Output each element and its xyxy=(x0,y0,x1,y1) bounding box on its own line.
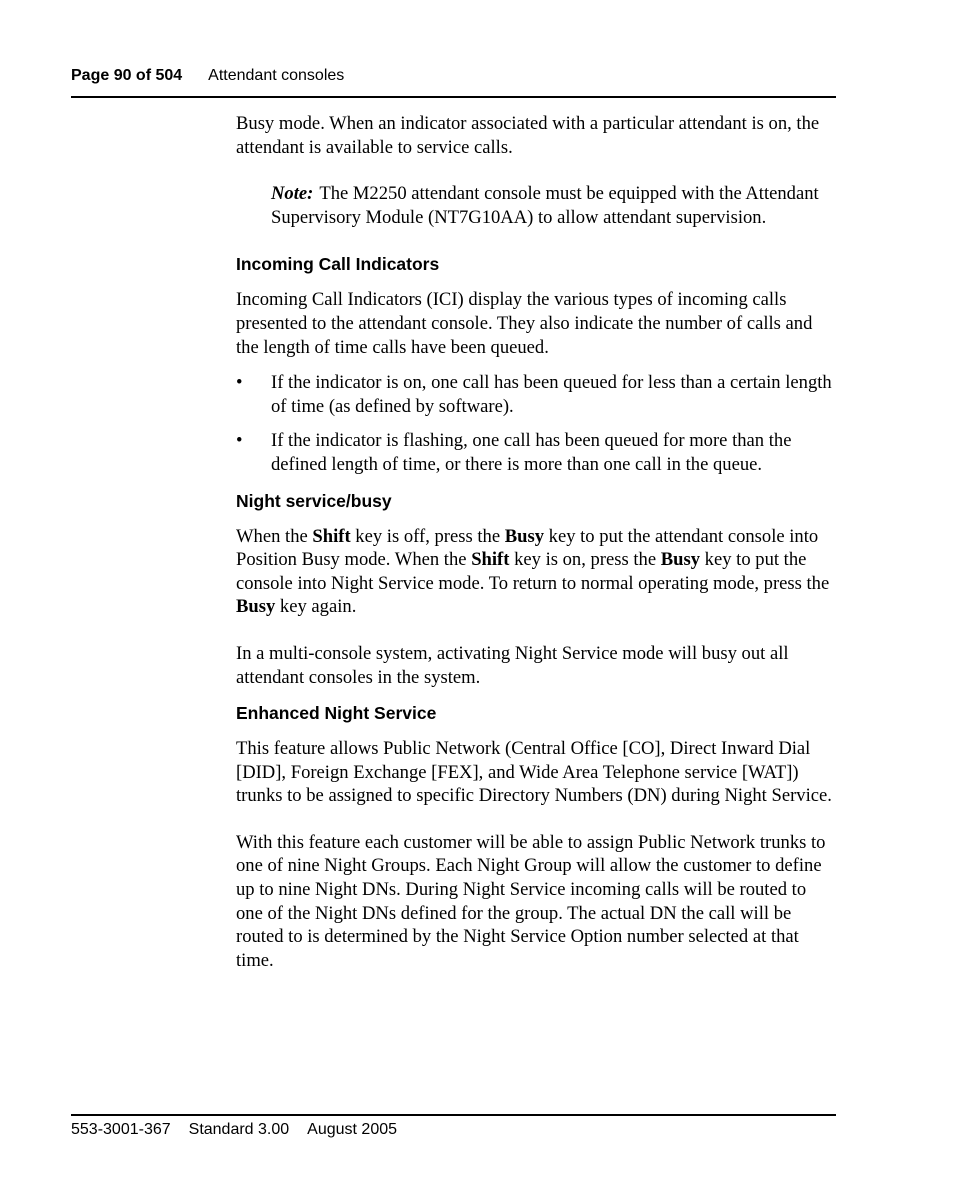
page-footer xyxy=(71,1114,836,1142)
note-text: The M2250 attendant console must be equipped with the Attendant Supervisory Module (NT7G10AA) to allow attendant supervision. xyxy=(271,183,819,228)
text-run: key to put the console into Night Service mode. To return to normal operating mode, press the xyxy=(236,549,830,594)
ici-bullet-list xyxy=(236,371,836,476)
intro-paragraph: Busy mode. When an indicator associated with a particular attendant is on, the attendant is available to service calls. xyxy=(236,113,820,158)
key-name-busy: Busy xyxy=(504,525,544,547)
key-name-busy: Busy xyxy=(660,549,701,571)
ens-paragraph-2: With this feature each customer will be able to assign Public Network trunks to one of nine Night Groups. Each Night Group will allow the customer to define up to nine Night DNs. During Night Service incoming calls will be routed to one of the Night DNs defined for the group. The actual DN the call will be routed to is determined by the Night Service Option number selected at that time. xyxy=(236,831,826,971)
list-item xyxy=(236,429,836,476)
heading-night-service-busy: Night service/busy xyxy=(236,490,392,511)
page-number: Page 90 of 504 xyxy=(71,67,183,84)
list-item xyxy=(236,371,836,418)
key-name-shift: Shift xyxy=(312,525,351,547)
note-label: Note: xyxy=(271,183,314,205)
text-run: When the xyxy=(236,525,313,547)
bullet-icon: • xyxy=(236,372,243,394)
document-number: 553-3001-367 xyxy=(71,1121,171,1138)
ens-paragraph-1: This feature allows Public Network (Central Office [CO], Direct Inward Dial [DID], Foreign Exchange [FEX], and Wide Area Telephone service [WAT]) trunks to be assigned to specific Directory Numbers (DN) during Night Service. xyxy=(236,738,832,807)
section-title: Attendant consoles xyxy=(208,67,345,84)
document-date: August 2005 xyxy=(307,1121,398,1138)
key-name-busy: Busy xyxy=(236,596,276,618)
text-run: key to put the attendant console into Position Busy mode. When the xyxy=(236,525,819,571)
page-header xyxy=(71,64,836,98)
document-standard: Standard 3.00 xyxy=(188,1121,290,1138)
bullet-text: If the indicator is on, one call has been queued for less than a certain length of time (as defined by software). xyxy=(271,372,832,417)
heading-enhanced-night-service: Enhanced Night Service xyxy=(236,703,437,724)
bullet-icon: • xyxy=(236,430,243,452)
heading-incoming-call-indicators: Incoming Call Indicators xyxy=(236,254,440,275)
text-run: key is on, press the xyxy=(509,549,661,571)
note-paragraph xyxy=(271,182,836,229)
bullet-text: If the indicator is flashing, one call has been queued for more than the defined length of time, or there is more than one call in the queue. xyxy=(271,430,792,475)
page-body xyxy=(236,112,836,972)
text-run: key is off, press the xyxy=(350,525,505,547)
night-paragraph-2: In a multi-console system, activating Night Service mode will busy out all attendant consoles in the system. xyxy=(236,642,789,688)
text-run: key again. xyxy=(275,596,357,618)
key-name-shift: Shift xyxy=(471,549,510,571)
night-paragraph-1 xyxy=(236,525,836,619)
ici-paragraph: Incoming Call Indicators (ICI) display the various types of incoming calls presented to the attendant console. They also indicate the number of calls and the length of time calls have been queued. xyxy=(236,289,813,358)
